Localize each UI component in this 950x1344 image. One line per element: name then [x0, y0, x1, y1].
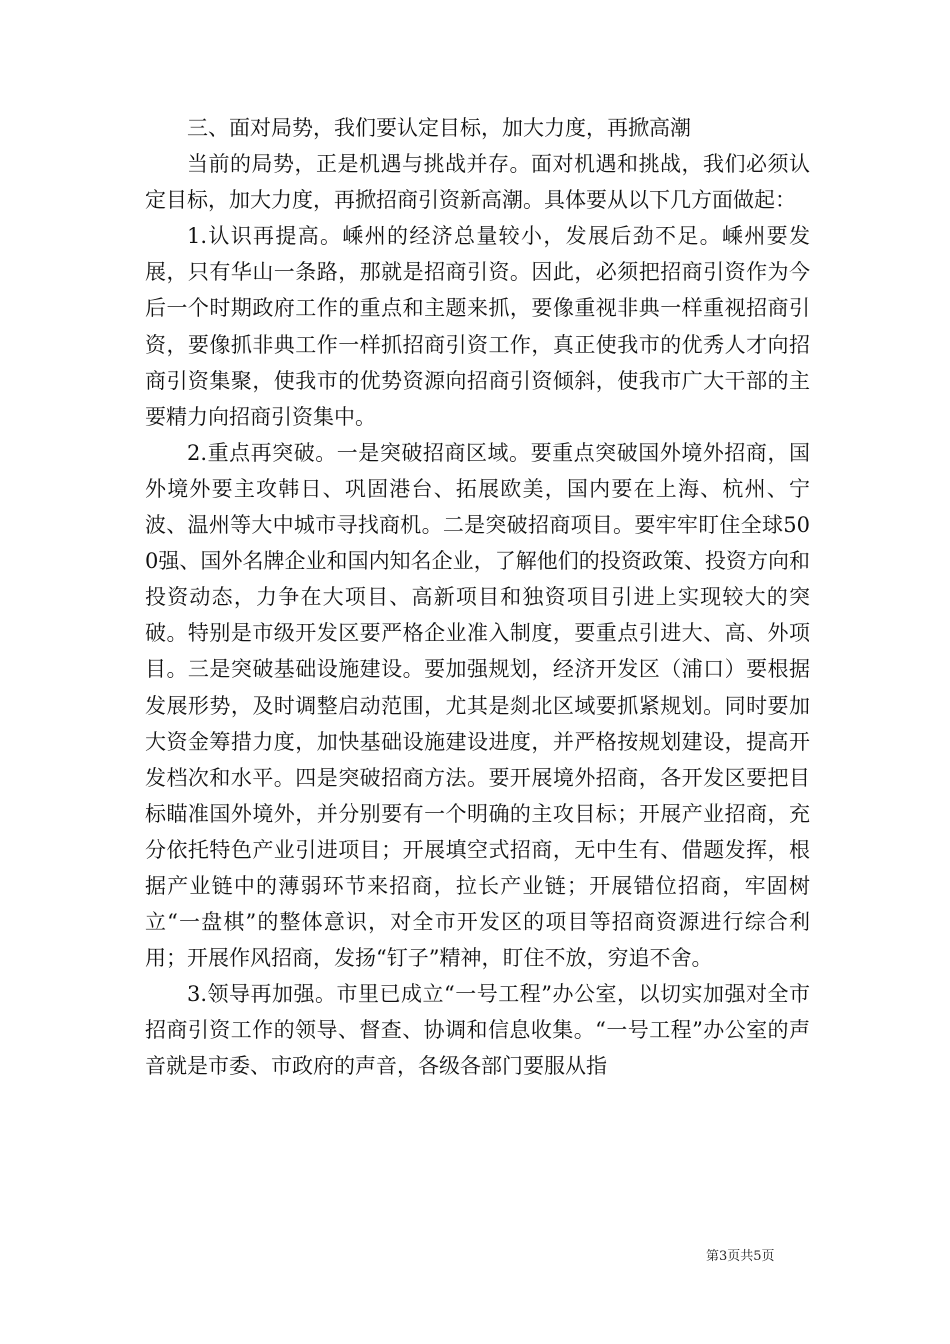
- paragraph-point-3: 3.领导再加强。市里已成立“一号工程”办公室，以切实加强对全市招商引资工作的领导、督查、协调和信息收集。“一号工程”办公室的声音就是市委、市政府的声音，各级各部门要服从指: [145, 982, 810, 1079]
- document-body: [145, 110, 810, 1085]
- page-number-footer: 第3页共5页: [706, 1249, 775, 1264]
- paragraph-intro: 当前的局势，正是机遇与挑战并存。面对机遇和挑战，我们必须认定目标，加大力度，再掀招商引资新高潮。具体要从以下几方面做起：: [145, 152, 810, 213]
- paragraph-point-2: 2.重点再突破。一是突破招商区域。要重点突破国外境外招商，国外境外要主攻韩日、巩固港台、拓展欧美，国内要在上海、杭州、宁波、温州等大中城市寻找商机。二是突破招商项目。要牢牢盯住全球500强、国外名牌企业和国内知名企业，了解他们的投资政策、投资方向和投资动态，力争在大项目、高新项目和独资项目引进上实现较大的突破。特别是市级开发区要严格企业准入制度，要重点引进大、高、外项目。三是突破基础设施建设。要加强规划，经济开发区（浦口）要根据发展形势，及时调整启动范围，尤其是剡北区域要抓紧规划。同时要加大资金筹措力度，加快基础设施建设进度，并严格按规划建设，提高开发档次和水平。四是突破招商方法。要开展境外招商，各开发区要把目标瞄准国外境外，并分别要有一个明确的主攻目标；开展产业招商，充分依托特色产业引进项目；开展填空式招商，无中生有、借题发挥，根据产业链中的薄弱环节来招商，拉长产业链；开展错位招商，牢固树立“一盘棋”的整体意识，对全市开发区的项目等招商资源进行综合利用；开展作风招商，发扬“钉子”精神，盯住不放，穷追不舍。: [145, 440, 810, 971]
- paragraph-point-1: 1.认识再提高。嵊州的经济总量较小，发展后劲不足。嵊州要发展，只有华山一条路，那就是招商引资。因此，必须把招商引资作为今后一个时期政府工作的重点和主题来抓，要像重视非典一样重视招商引资，要像抓非典工作一样抓招商引资工作，真正使我市的优秀人才向招商引资集聚，使我市的优势资源向招商引资倾斜，使我市广大干部的主要精力向招商引资集中。: [145, 224, 810, 429]
- section-heading: 三、面对局势，我们要认定目标，加大力度，再掀高潮: [187, 116, 691, 140]
